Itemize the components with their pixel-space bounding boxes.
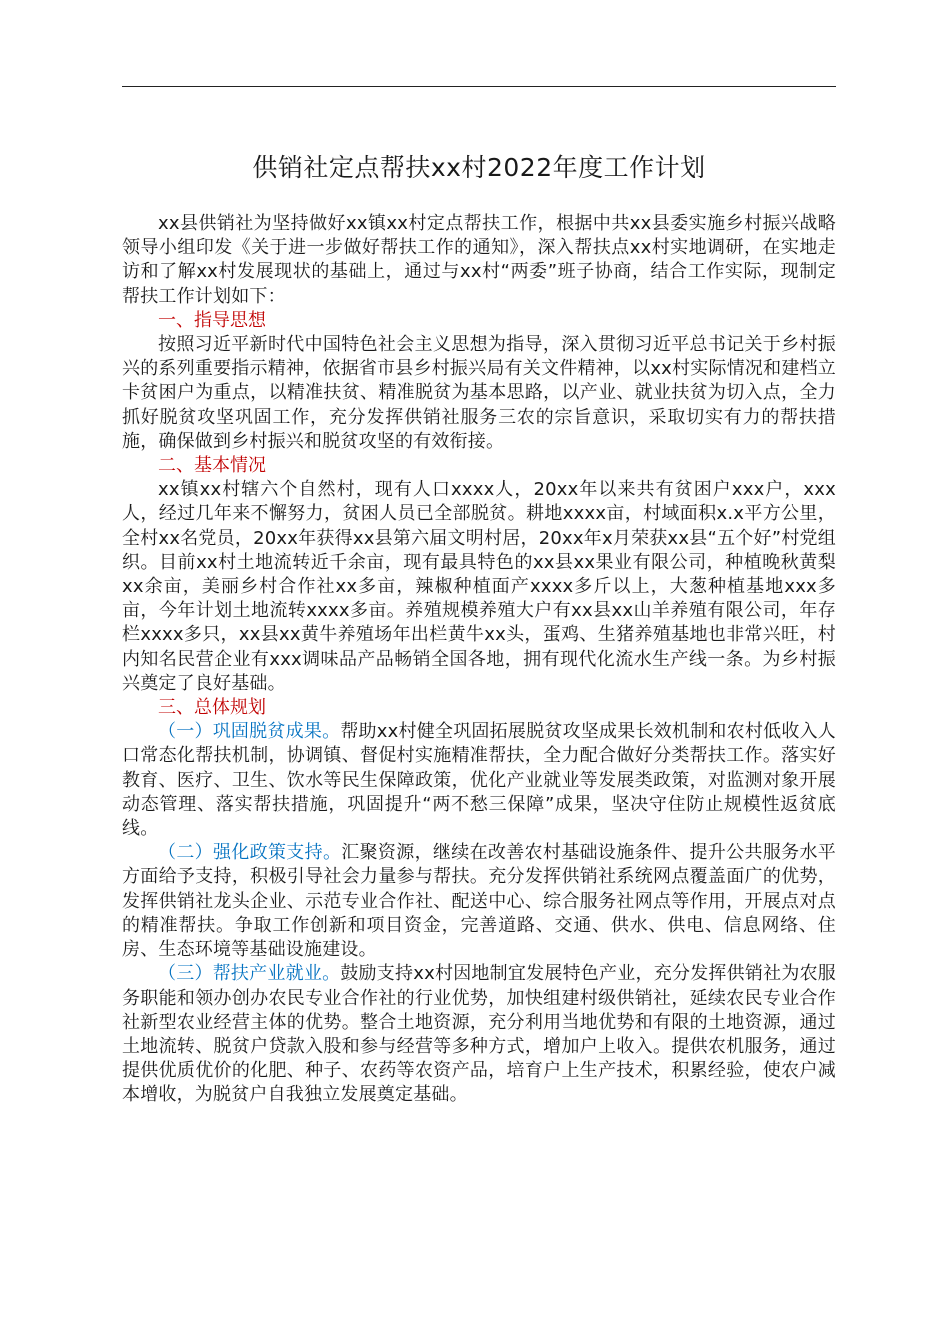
plan-item-text: 汇聚资源，继续在改善农村基础设施条件、提升公共服务水平方面给予支持，积极引导社会力量参与帮扶。充分发挥供销社系统网点覆盖面广的优势，发挥供销社龙头企业、示范专业合作社、配送中心、综合服务社网点等作用，开展点对点的精准帮扶。争取工作创新和项目资金，完善道路、交通、供水、供电、信息网络、住房、生态环境等基础设施建设。 (122, 842, 836, 961)
section-heading-guiding-thought: 一、指导思想 (158, 309, 266, 331)
plan-item-policy (122, 841, 836, 962)
section-heading-overall-plan: 三、总体规划 (158, 697, 266, 719)
plan-item-label: （一）巩固脱贫成果。 (158, 721, 341, 743)
plan-item-label: （二）强化政策支持。 (158, 842, 342, 864)
plan-item-text: 帮助xx村健全巩固拓展脱贫攻坚成果长效机制和农村低收入人口常态化帮扶机制，协调镇、督促村实施精准帮扶，全力配合做好分类帮扶工作。落实好教育、医疗、卫生、饮水等民生保障政策，优化产业就业等发展类政策，对监测对象开展动态管理、落实帮扶措施，巩固提升“两不愁三保障”成果，坚决守住防止规模性返贫底线。 (122, 721, 837, 840)
plan-item-industry (122, 962, 836, 1107)
plan-item-label: （三）帮扶产业就业。 (158, 963, 341, 985)
section-paragraph-guiding-thought: 按照习近平新时代中国特色社会主义思想为指导，深入贯彻习近平总书记关于乡村振兴的系列重要指示精神，依据省市县乡村振兴局有关文件精神，以xx村实际情况和建档立卡贫困户为重点，以精准扶贫、精准脱贫为基本思路，以产业、就业扶贫为切入点，全力抓好脱贫攻坚巩固工作，充分发挥供销社服务三农的宗旨意识，采取切实有力的帮扶措施，确保做到乡村振兴和脱贫攻坚的有效衔接。 (122, 334, 836, 452)
header-rule (122, 86, 836, 87)
section-paragraph-basic-situation: xx镇xx村辖六个自然村，现有人口xxxx人，20xx年以来共有贫困户xxx户，xxx人，经过几年来不懈努力，贫困人员已全部脱贫。耕地xxxx亩，村域面积x.x平方公里，全村xx名党员，20xx年获得xx县第六届文明村居，20xx年x月荣获xx县“五个好”村党组织。目前xx村土地流转近千余亩，现有最具特色的xx县xx果业有限公司，种植晚秋黄梨xx余亩，美丽乡村合作社xx多亩，辣椒种植面产xxxx多斤以上，大葱种植基地xxx多亩，今年计划土地流转xxxx多亩。养殖规模养殖大户有xx县xx山羊养殖有限公司，年存栏xxxx多只，xx县xx黄牛养殖场年出栏黄牛xx头，蛋鸡、生猪养殖基地也非常兴旺，村内知名民营企业有xxx调味品产品畅销全国各地，拥有现代化流水生产线一条。为乡村振兴奠定了良好基础。 (122, 479, 836, 694)
plan-item-text: 鼓励支持xx村因地制宜发展特色产业，充分发挥供销社为农服务职能和领办创办农民专业合作社的行业优势，加快组建村级供销社，延续农民专业合作社新型农业经营主体的优势。整合土地资源，充分利用当地优势和有限的土地资源，通过土地流转、脱贫户贷款入股和参与经营等多种方式，增加户上收入。提供农机服务，通过提供优质优价的化肥、种子、农药等农资产品，培育户上生产技术，积累经验，使农户减本增收，为脱贫户自我独立发展奠定基础。 (122, 963, 837, 1106)
plan-item-consolidate (122, 720, 836, 841)
intro-paragraph: xx县供销社为坚持做好xx镇xx村定点帮扶工作，根据中共xx县委实施乡村振兴战略领导小组印发《关于进一步做好帮扶工作的通知》，深入帮扶点xx村实地调研，在实地走访和了解xx村发展现状的基础上，通过与xx村“两委”班子协商，结合工作实际，现制定帮扶工作计划如下： (122, 213, 836, 307)
document-body (122, 212, 836, 1108)
section-heading-basic-situation: 二、基本情况 (158, 455, 266, 477)
document-title: 供销社定点帮扶xx村2022年度工作计划 (252, 153, 706, 182)
